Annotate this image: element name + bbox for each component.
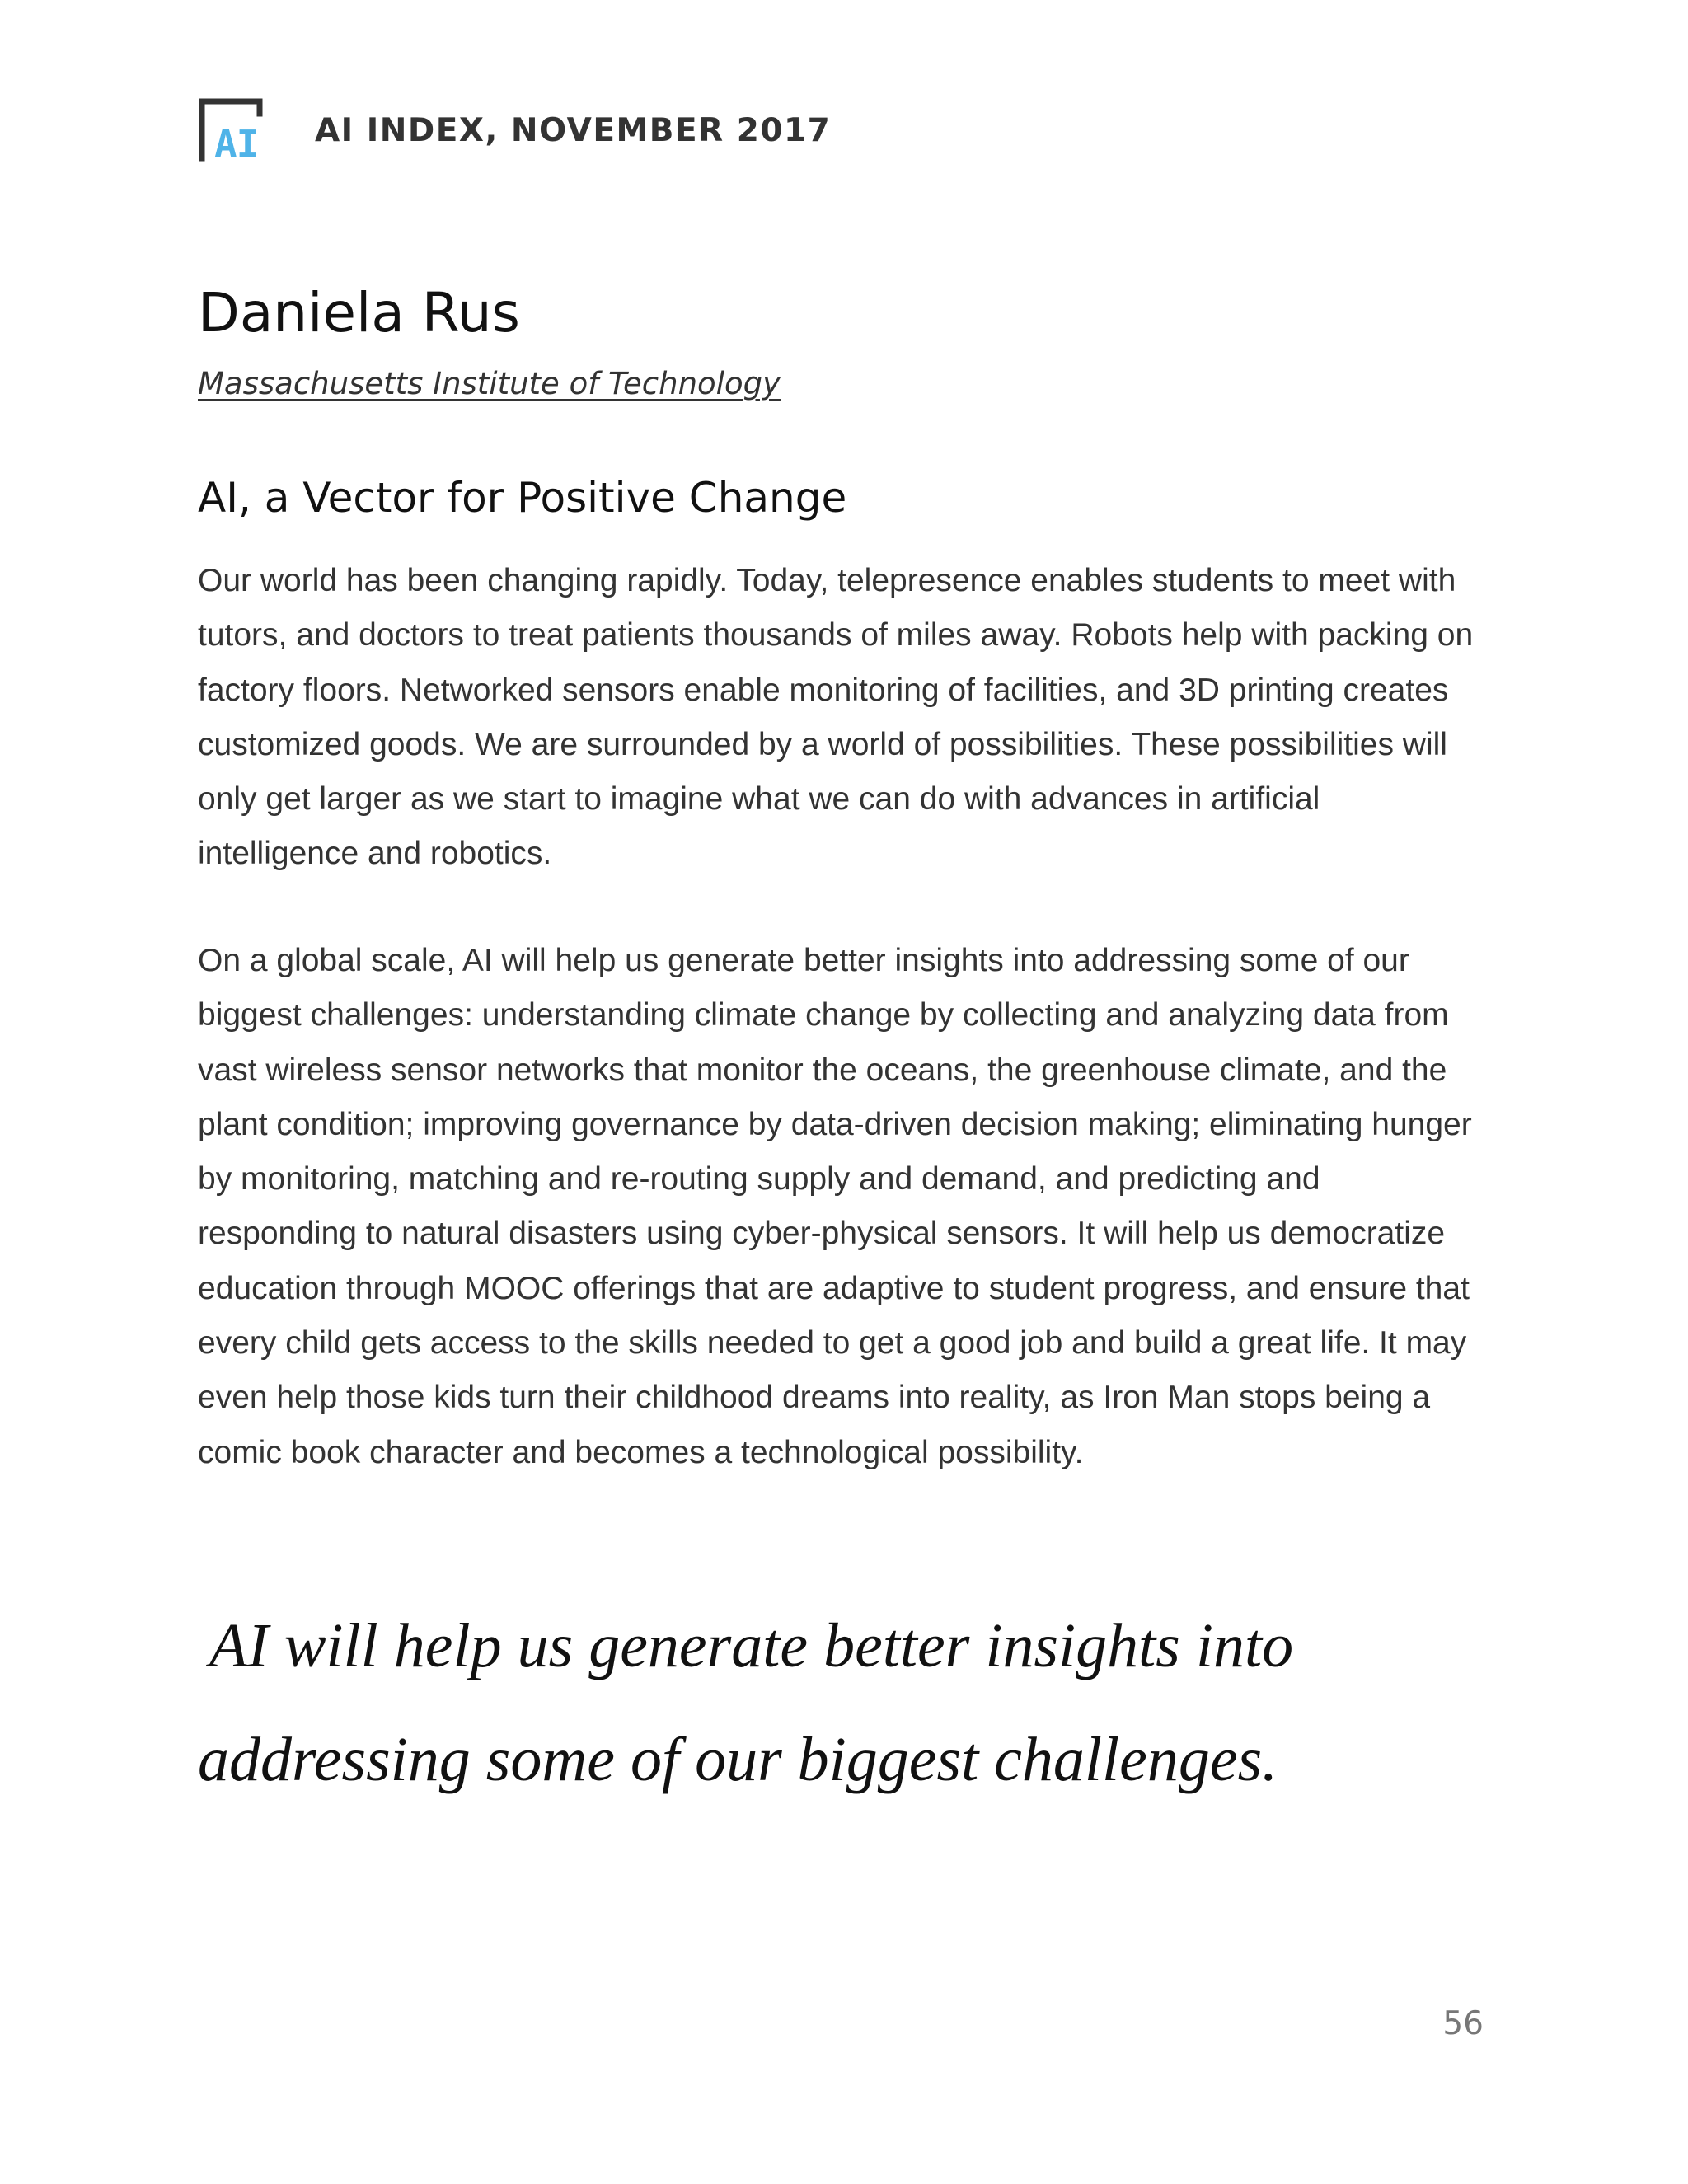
pull-quote-line: addressing some of our biggest challenges. <box>198 1725 1278 1794</box>
section-title: AI, a Vector for Positive Change <box>198 474 847 522</box>
page-number: 56 <box>1442 2005 1484 2042</box>
author-affiliation-link[interactable]: Massachusetts Institute of Technology <box>198 366 781 401</box>
body-paragraph: Our world has been changing rapidly. Today, telepresence enables students to meet with tutors, and doctors to treat patients thousands of miles away. Robots help with packing on factory floors. Networked sensors enable monitoring of facilities, and 3D printing creates customized goods. We are surrounded by a world of possibilities. These possibilities will only get larger as we start to imagine what we can do with advances in artificial intelligence and robotics. <box>198 563 1474 872</box>
logo-text: AI <box>214 122 259 163</box>
ai-index-logo-icon <box>198 97 272 163</box>
pull-quote <box>198 1589 1517 1816</box>
pull-quote-line: AI will help us generate better insights into <box>209 1611 1294 1680</box>
header-title: AI INDEX, NOVEMBER 2017 <box>315 111 832 149</box>
body-paragraph: On a global scale, AI will help us generate better insights into addressing some of our biggest challenges: understanding climate change by collecting and analyzing data from vast wireless sensor networks that monitor the oceans, the greenhouse climate, and the plant condition; improving governance by data-driven decision making; eliminating hunger by monitoring, matching and re-routing supply and demand, and predicting and responding to natural disasters using cyber-physical sensors. It will help us democratize education through MOOC offerings that are adaptive to student progress, and ensure that every child gets access to the skills needed to get a good job and build a great life. It may even help those kids turn their childhood dreams into reality, as Iron Man stops being a comic book character and becomes a technological possibility. <box>198 943 1472 1470</box>
page-header <box>198 97 831 163</box>
author-name: Daniela Rus <box>198 281 520 344</box>
